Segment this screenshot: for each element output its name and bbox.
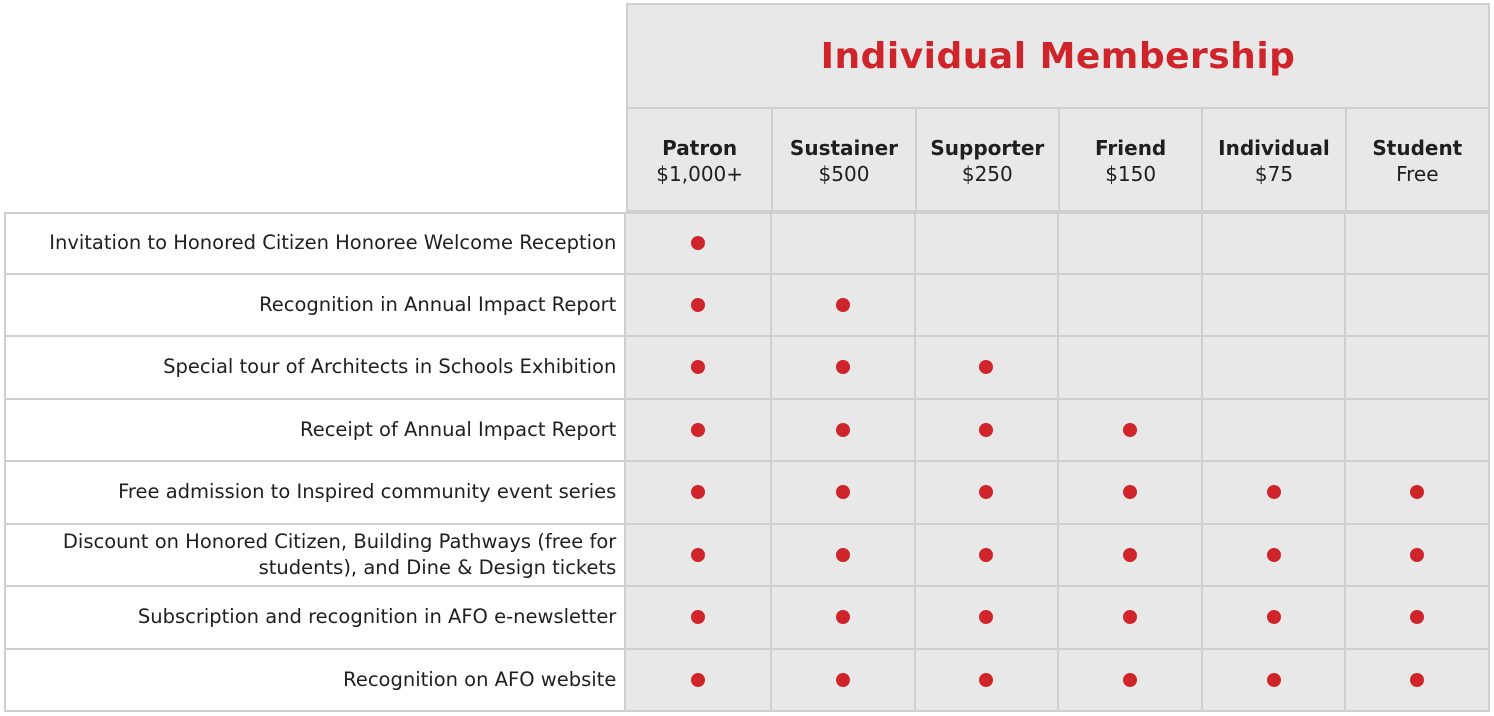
benefit-cell <box>1057 214 1201 273</box>
table-row <box>4 337 1490 400</box>
benefit-cell <box>1344 214 1488 273</box>
included-dot-icon <box>836 610 850 624</box>
included-dot-icon <box>1410 485 1424 499</box>
benefit-cell <box>1057 400 1201 461</box>
included-dot-icon <box>836 485 850 499</box>
tier-price: $1,000+ <box>656 161 744 186</box>
benefit-cell <box>1057 337 1201 398</box>
benefit-cell <box>1201 214 1345 273</box>
benefit-cell <box>626 462 770 523</box>
benefit-label: Free admission to Inspired community event series <box>6 462 626 523</box>
benefit-cell <box>914 400 1058 461</box>
benefit-cell <box>770 462 914 523</box>
tier-price: $500 <box>818 161 870 186</box>
included-dot-icon <box>691 485 705 499</box>
table-title: Individual Membership <box>820 35 1296 77</box>
included-dot-icon <box>836 548 850 562</box>
benefit-label: Receipt of Annual Impact Report <box>6 400 626 461</box>
included-dot-icon <box>1410 548 1424 562</box>
benefit-cell <box>1057 275 1201 336</box>
benefit-cell <box>1201 525 1345 586</box>
tier-header-student <box>1345 109 1488 212</box>
tier-header-friend <box>1058 109 1201 212</box>
benefit-cell <box>1201 275 1345 336</box>
included-dot-icon <box>691 423 705 437</box>
included-dot-icon <box>691 610 705 624</box>
included-dot-icon <box>1410 673 1424 687</box>
benefit-cell <box>1057 462 1201 523</box>
benefit-cell <box>1344 650 1488 711</box>
included-dot-icon <box>979 673 993 687</box>
benefit-cell <box>1201 462 1345 523</box>
benefit-cell <box>770 587 914 648</box>
included-dot-icon <box>836 423 850 437</box>
benefit-cell <box>1201 650 1345 711</box>
title-cell <box>628 5 1488 109</box>
benefit-label: Discount on Honored Citizen, Building Pathways (free for students), and Dine & Design tickets <box>6 525 626 586</box>
table-row <box>4 650 1490 713</box>
benefit-cell <box>770 337 914 398</box>
tier-price: $150 <box>1105 161 1157 186</box>
benefit-label: Recognition on AFO website <box>6 650 626 711</box>
benefit-cell <box>914 587 1058 648</box>
tier-name: Sustainer <box>789 135 899 160</box>
included-dot-icon <box>691 548 705 562</box>
benefit-label: Special tour of Architects in Schools Exhibition <box>6 337 626 398</box>
included-dot-icon <box>691 236 705 250</box>
included-dot-icon <box>1123 423 1137 437</box>
benefit-cell <box>770 400 914 461</box>
benefit-cell <box>1201 337 1345 398</box>
benefit-cell <box>914 275 1058 336</box>
table-row <box>4 400 1490 463</box>
benefit-cell <box>1344 587 1488 648</box>
benefit-cell <box>770 275 914 336</box>
tier-name: Patron <box>662 135 738 160</box>
tier-name: Supporter <box>930 135 1045 160</box>
table-row <box>4 275 1490 338</box>
tier-header-row <box>628 109 1488 212</box>
benefit-label: Invitation to Honored Citizen Honoree Welcome Reception <box>6 214 626 273</box>
tier-price: Free <box>1396 161 1439 186</box>
benefit-rows <box>4 212 1490 712</box>
benefit-cell <box>626 650 770 711</box>
included-dot-icon <box>1267 673 1281 687</box>
included-dot-icon <box>691 673 705 687</box>
table-row <box>4 525 1490 588</box>
benefit-cell <box>914 337 1058 398</box>
table-row <box>4 212 1490 275</box>
benefit-cell <box>914 525 1058 586</box>
included-dot-icon <box>1123 610 1137 624</box>
benefit-cell <box>626 214 770 273</box>
benefit-cell <box>770 650 914 711</box>
included-dot-icon <box>979 610 993 624</box>
benefit-cell <box>914 214 1058 273</box>
table-header <box>626 3 1490 212</box>
included-dot-icon <box>1123 548 1137 562</box>
table-row <box>4 462 1490 525</box>
benefit-cell <box>626 587 770 648</box>
benefit-cell <box>1201 400 1345 461</box>
included-dot-icon <box>1267 548 1281 562</box>
tier-name: Student <box>1372 135 1463 160</box>
benefit-cell <box>626 275 770 336</box>
included-dot-icon <box>1123 485 1137 499</box>
benefit-cell <box>1057 587 1201 648</box>
tier-header-sustainer <box>771 109 914 212</box>
benefit-cell <box>1344 337 1488 398</box>
benefit-cell <box>1344 400 1488 461</box>
included-dot-icon <box>979 423 993 437</box>
tier-header-patron <box>628 109 771 212</box>
included-dot-icon <box>836 360 850 374</box>
included-dot-icon <box>691 360 705 374</box>
benefit-cell <box>1344 462 1488 523</box>
included-dot-icon <box>1267 485 1281 499</box>
tier-name: Individual <box>1218 135 1330 160</box>
benefit-cell <box>770 214 914 273</box>
included-dot-icon <box>979 360 993 374</box>
included-dot-icon <box>691 298 705 312</box>
included-dot-icon <box>1267 610 1281 624</box>
benefit-cell <box>1344 525 1488 586</box>
benefit-cell <box>1057 525 1201 586</box>
benefit-label: Recognition in Annual Impact Report <box>6 275 626 336</box>
included-dot-icon <box>1123 673 1137 687</box>
benefit-label: Subscription and recognition in AFO e-newsletter <box>6 587 626 648</box>
tier-price: $250 <box>961 161 1013 186</box>
tier-header-supporter <box>915 109 1058 212</box>
table-row <box>4 587 1490 650</box>
benefit-cell <box>914 462 1058 523</box>
benefit-cell <box>1344 275 1488 336</box>
included-dot-icon <box>836 673 850 687</box>
tier-header-individual <box>1201 109 1344 212</box>
benefit-cell <box>626 400 770 461</box>
included-dot-icon <box>979 485 993 499</box>
benefit-cell <box>626 525 770 586</box>
included-dot-icon <box>836 298 850 312</box>
benefit-cell <box>626 337 770 398</box>
benefit-cell <box>914 650 1058 711</box>
tier-name: Friend <box>1095 135 1167 160</box>
tier-price: $75 <box>1254 161 1294 186</box>
included-dot-icon <box>1410 610 1424 624</box>
benefit-cell <box>770 525 914 586</box>
benefit-cell <box>1057 650 1201 711</box>
included-dot-icon <box>979 548 993 562</box>
benefit-cell <box>1201 587 1345 648</box>
